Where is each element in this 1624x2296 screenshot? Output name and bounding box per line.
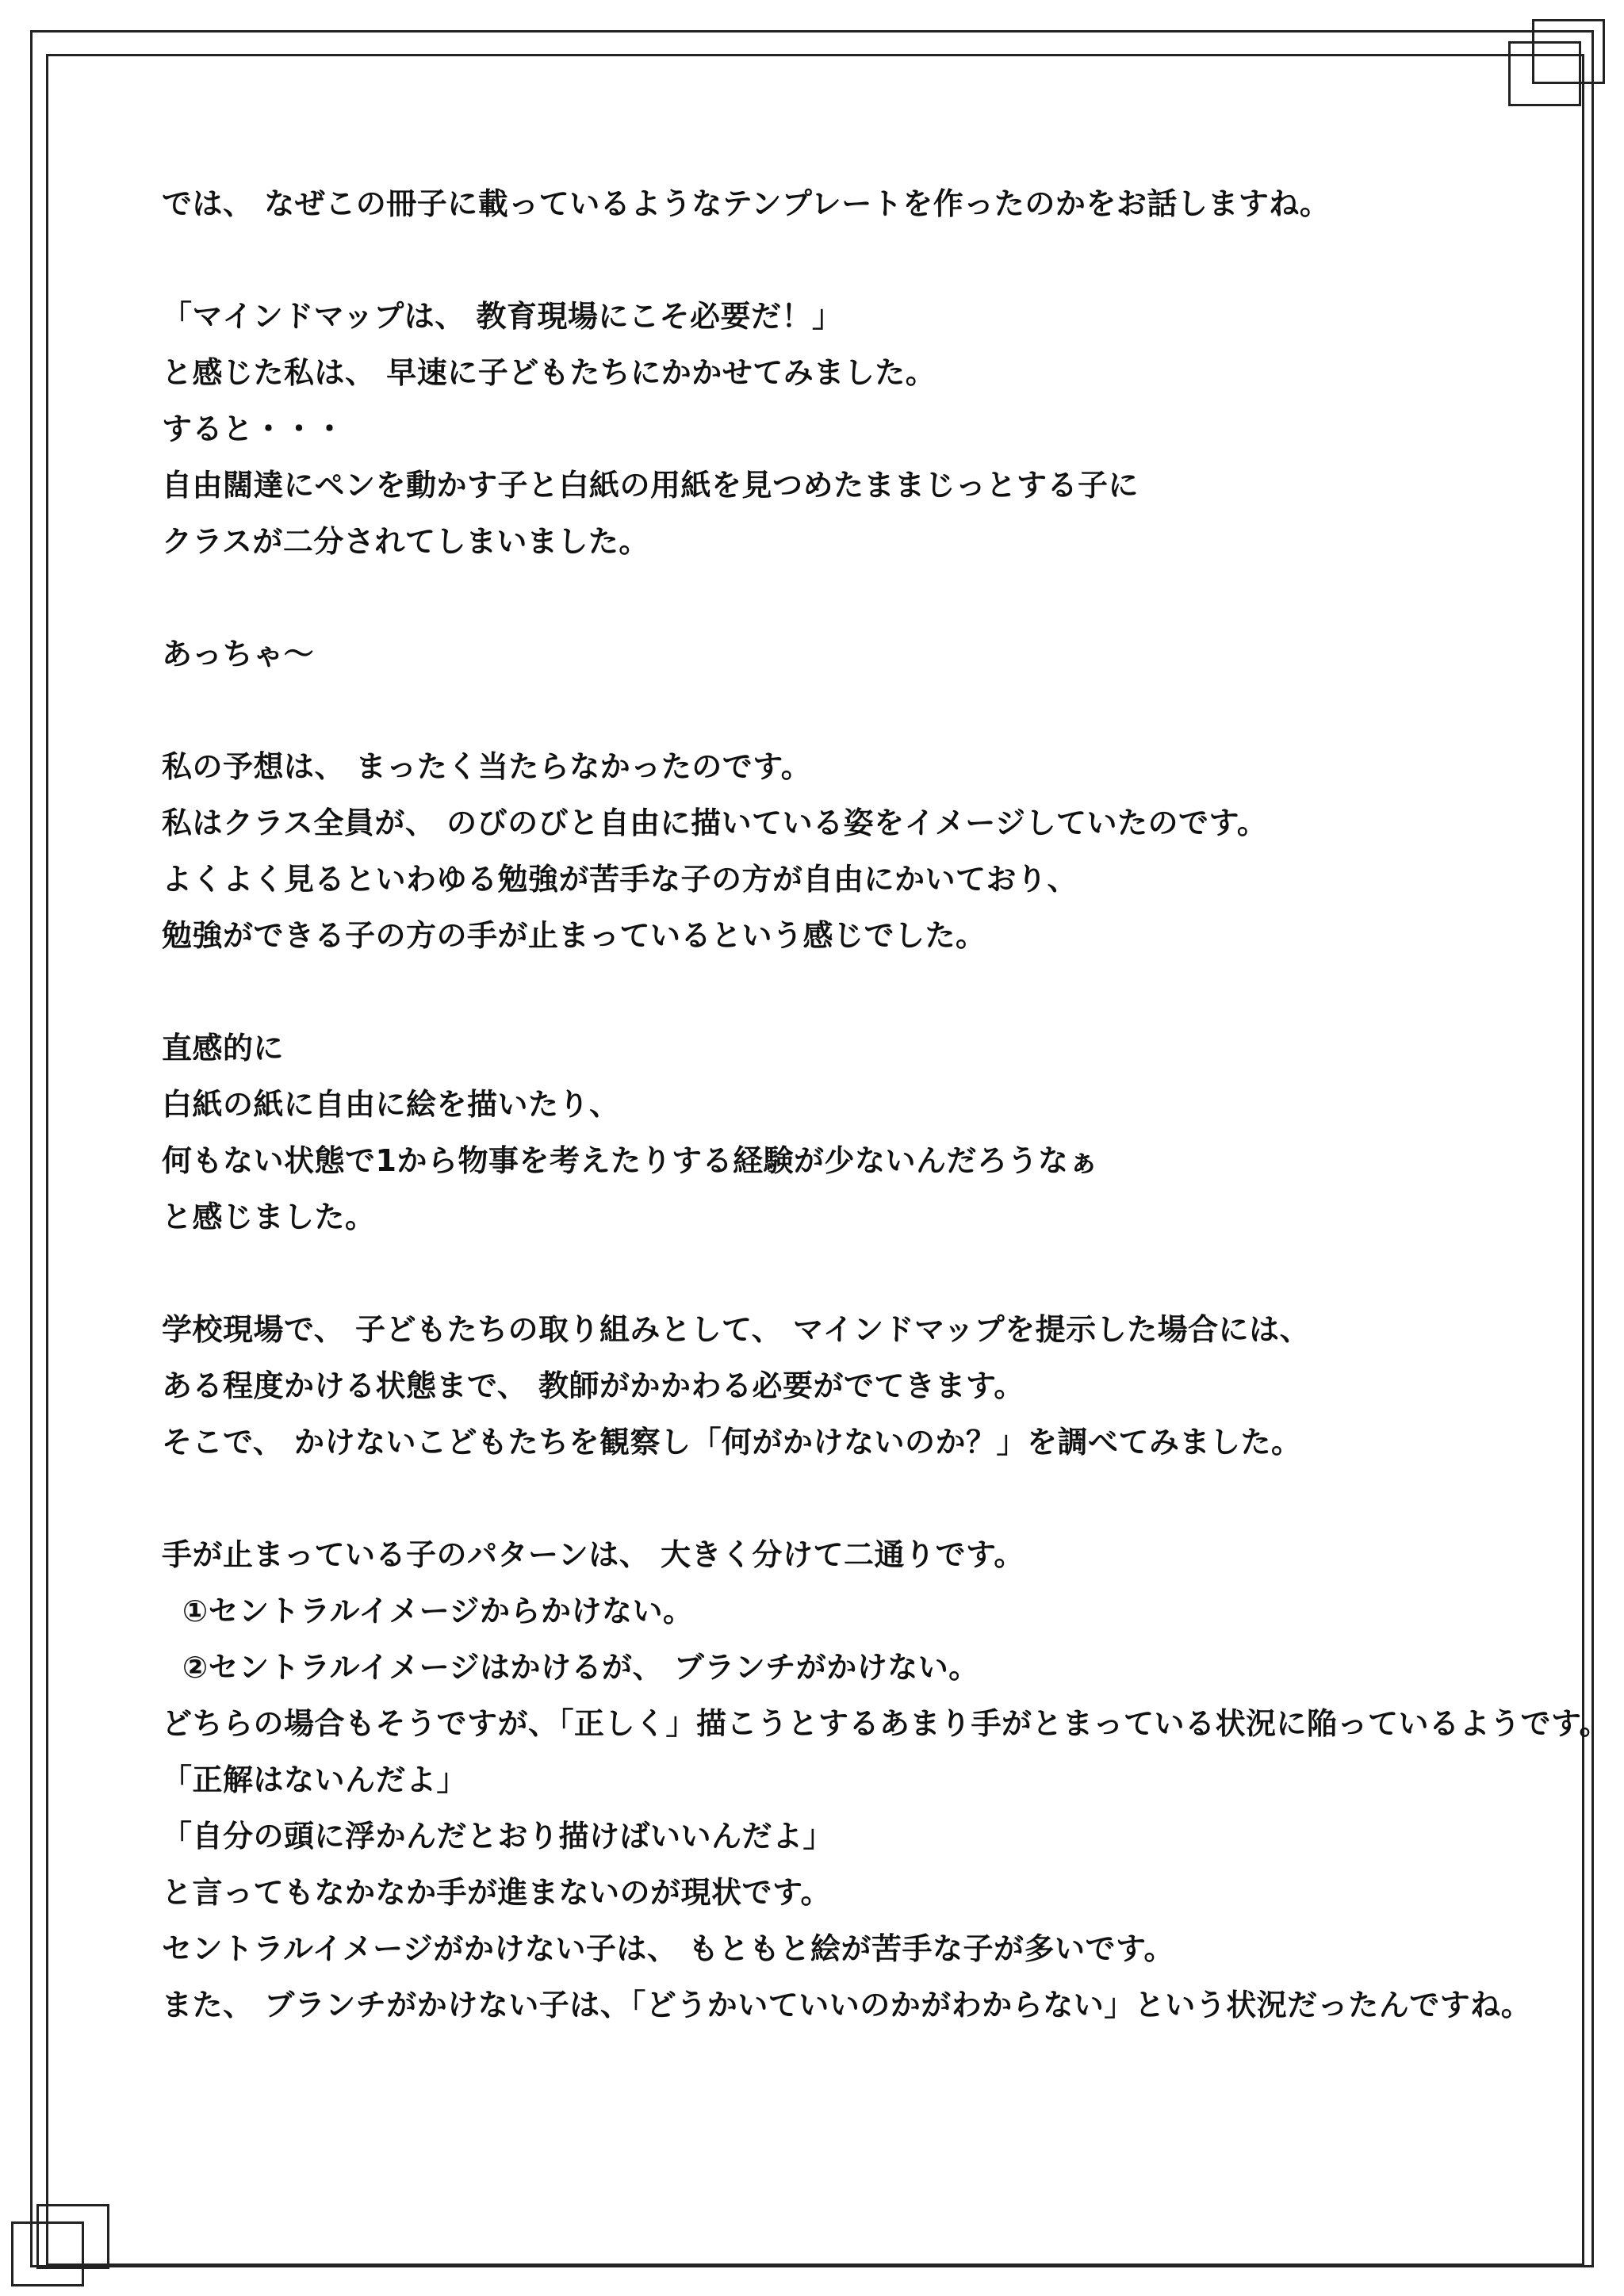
paragraph-line: あっちゃ〜	[162, 637, 315, 672]
blank-line	[162, 1246, 1557, 1302]
corner-square-top-right-b	[1508, 41, 1581, 106]
paragraph-line: そこで、 かけないこどもたちを観察し「何がかけないのか？」を調べてみました。	[162, 1425, 1302, 1460]
paragraph-line: 白紙の紙に自由に絵を描いたり、	[162, 1087, 620, 1122]
paragraph-line: 何もない状態で1から物事を考えたりする経験が少ないんだろうなぁ	[162, 1143, 1099, 1178]
paragraph-line: どちらの場合もそうですが、「正しく」描こうとするあまり手がとまっている状況に陥っているようです。	[162, 1706, 1610, 1741]
paragraph-line: 直感的に	[162, 1031, 285, 1066]
paragraph-line: と感じた私は、 早速に子どもたちにかかせてみました。	[162, 355, 936, 390]
paragraph-line: と感じました。	[162, 1200, 376, 1234]
list-item: ①セントラルイメージからかけない。	[182, 1594, 694, 1628]
paragraph-line: 「自分の頭に浮かんだとおり描けばいいんだよ」	[162, 1819, 834, 1854]
paragraph-line: セントラルイメージがかけない子は、 もともと絵が苦手な子が多いです。	[162, 1931, 1175, 1966]
paragraph-line: よくよく見るといわゆる勉強が苦手な子の方が自由にかいており、	[162, 862, 1078, 897]
paragraph-line: 手が止まっている子のパターンは、 大きく分けて二通りです。	[162, 1537, 1025, 1572]
document-body	[162, 176, 1610, 2034]
paragraph-line: 学校現場で、 子どもたちの取り組みとして、 マインドマップを提示した場合には、	[162, 1312, 1311, 1347]
paragraph-line: 「マインドマップは、 教育現場にこそ必要だ！」	[162, 299, 843, 334]
paragraph-line: 私の予想は、 まったく当たらなかったのです。	[162, 749, 812, 784]
paragraph-line: また、 ブランチがかけない子は、「どうかいていいのかがわからない」という状況だったんですね。	[162, 1988, 1532, 2022]
paragraph-line: クラスが二分されてしまいました。	[162, 524, 649, 559]
paragraph-line: と言ってもなかなか手が進まないのが現状です。	[162, 1875, 831, 1910]
blank-line	[162, 232, 1557, 289]
list-item: ②セントラルイメージはかけるが、 ブランチがかけない。	[182, 1650, 979, 1685]
paragraph-line: 私はクラス全員が、 のびのびと自由に描いている姿をイメージしていたのです。	[162, 806, 1268, 840]
paragraph-line: 勉強ができる子の方の手が止まっているという感じでした。	[162, 918, 986, 953]
blank-line	[162, 1471, 1557, 1527]
paragraph-line: すると・・・	[162, 411, 346, 446]
paragraph-line: では、 なぜこの冊子に載っているようなテンプレートを作ったのかをお話しますね。	[162, 186, 1331, 221]
corner-square-bottom-left-b	[36, 2204, 109, 2269]
paragraph-line: ある程度かける状態まで、 教師がかかわる必要がでてきます。	[162, 1368, 1025, 1403]
paragraph-line: 自由闊達にペンを動かす子と白紙の用紙を見つめたままじっとする子に	[162, 468, 1139, 503]
blank-line	[162, 964, 1557, 1020]
blank-line	[162, 570, 1557, 626]
blank-line	[162, 683, 1557, 739]
paragraph-line: 「正解はないんだよ」	[162, 1762, 468, 1797]
